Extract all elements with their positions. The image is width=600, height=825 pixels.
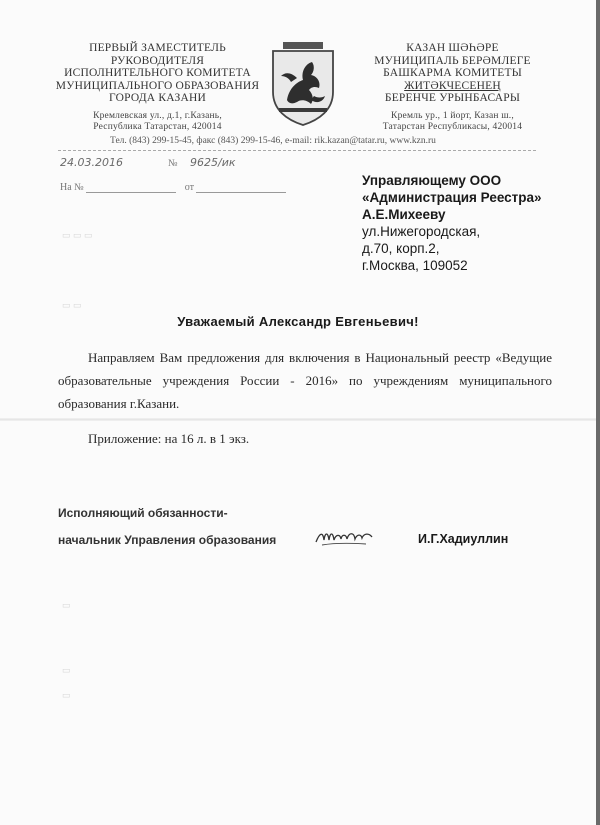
address-line: Кремль ур., 1 йорт, Казан ш., (391, 110, 514, 121)
addressee-line: д.70, корп.2, (362, 241, 440, 256)
address-line: Татарстан Республикасы, 420014 (382, 121, 523, 132)
scan-edge (596, 0, 600, 825)
addressee-line: г.Москва, 109052 (362, 258, 468, 273)
addressee-line: А.Е.Михееву (362, 207, 446, 222)
bleed-through-mark: ▭ (62, 665, 71, 675)
header-right-line: ЖИТӘКЧЕСЕНЕҢ (404, 79, 501, 92)
header-left-address (50, 111, 265, 133)
header-left-russian (50, 42, 265, 133)
header-left-line: ИСПОЛНИТЕЛЬНОГО КОМИТЕТА (64, 67, 251, 79)
reference-label: На № (60, 182, 84, 193)
header-left-line: МУНИЦИПАЛЬНОГО ОБРАЗОВАНИЯ (55, 79, 260, 92)
salutation: Уважаемый Александр Евгеньевич! (177, 314, 419, 329)
body-paragraph: Направляем Вам предложения для включения в Национальный реестр «Ведущие образовательные учреждения России - 2016» по учреждениям муниципального образования г.Казани. (58, 350, 552, 411)
header-left-line: ПЕРВЫЙ ЗАМЕСТИТЕЛЬ (89, 42, 226, 54)
reference-registration (60, 182, 286, 193)
bleed-through-mark: ▭ (62, 690, 71, 700)
addressee-line: ул.Нижегородская, (362, 224, 481, 239)
address-line: Республика Татарстан, 420014 (93, 121, 222, 132)
header-divider (58, 150, 536, 151)
from-label: от (184, 182, 194, 193)
bleed-through-mark: ▭ (62, 600, 71, 610)
header-right-line: БАШКАРМА КОМИТЕТЫ (383, 67, 522, 79)
bleed-through-mark: ▭ ▭ ▭ (62, 230, 93, 240)
letter-body (58, 346, 552, 415)
signatory-title-line: начальник Управления образования (58, 533, 277, 547)
paper-fold (0, 418, 596, 421)
handwritten-date: 24.03.2016 (60, 156, 123, 169)
header-right-address (345, 111, 560, 133)
attachment-note: Приложение: на 16 л. в 1 экз. (88, 431, 250, 446)
handwritten-signature (314, 524, 374, 550)
header-left-line: РУКОВОДИТЕЛЯ (110, 54, 205, 67)
header-left-line: ГОРОДА КАЗАНИ (109, 92, 206, 104)
contact-line: Тел. (843) 299-15-45, факс (843) 299-15-46, e-mail: rik.kazan@tatar.ru, www.kzn.ru (110, 136, 436, 146)
header-right-tatar (345, 42, 560, 133)
bleed-through-mark: ▭ ▭ (62, 300, 82, 310)
addressee-line: Управляющему ООО (362, 173, 502, 188)
addressee-block (362, 172, 552, 274)
signatory-title-line: Исполняющий обязанности- (58, 506, 228, 520)
kazan-coat-of-arms-emblem (267, 42, 339, 126)
signatory-name: И.Г.Хадиуллин (418, 532, 509, 546)
header-right-line: БЕРЕНЧЕ УРЫНБАСАРЫ (384, 92, 521, 104)
header-right-line: КАЗАН ШӘҺӘРЕ (406, 42, 499, 54)
handwritten-number: 9625/ик (190, 156, 236, 169)
header-right-line: МУНИЦИПАЛЬ БЕРӘМЛЕГЕ (374, 54, 531, 67)
outgoing-registration (60, 156, 236, 169)
number-sign: № (167, 158, 178, 169)
addressee-line: «Администрация Реестра» (362, 190, 542, 205)
reference-blank (86, 182, 176, 193)
address-line: Кремлевская ул., д.1, г.Казань, (93, 110, 222, 121)
from-blank (196, 182, 286, 193)
